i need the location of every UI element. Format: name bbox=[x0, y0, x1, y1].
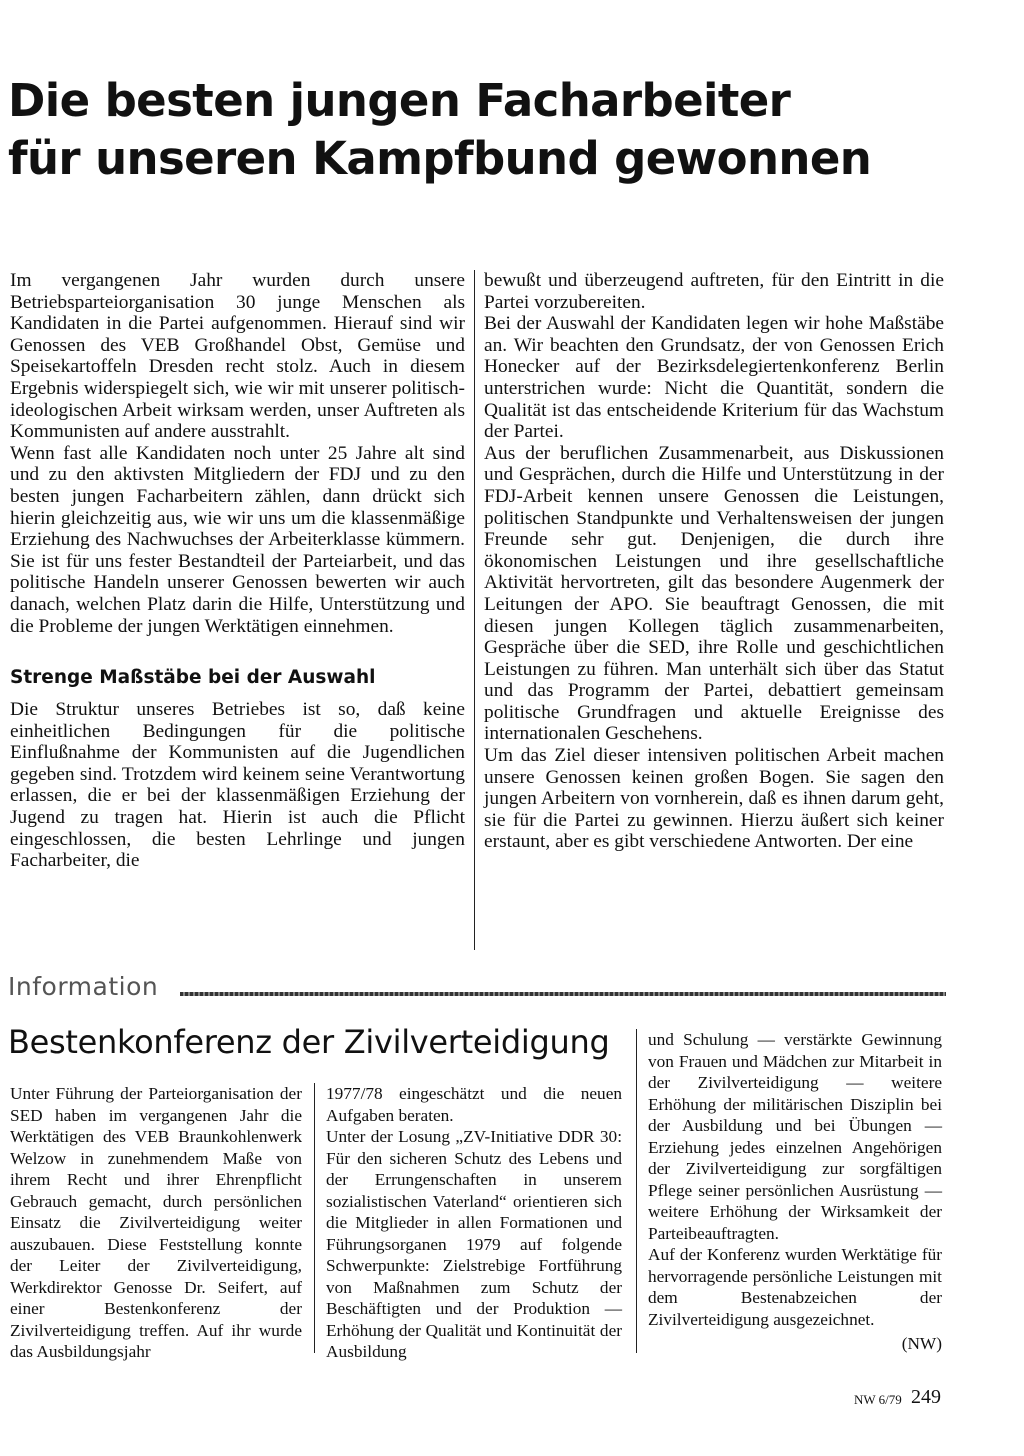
article-paragraph: Die Struktur unseres Betriebes ist so, daß keine einheitlichen Bedingungen für die politische Einflußnahme der Kommunisten auf die Jugendlichen gegeben sind. Trotzdem wird keinem seine Verantwortung erlassen, die er bei der klassenmäßigen Erziehung der Jugend zu tragen hat. Hierin ist auch die Pflicht eingeschlossen, die besten Lehrlinge und jungen Facharbeiter, die bbox=[10, 699, 465, 872]
article-paragraph: Um das Ziel dieser intensiven politischen Arbeit machen unsere Genossen keinen großen Bogen. Sie sagen den jungen Arbeitern von vornherein, daß es ihnen darum geht, sie für die Partei zu gewinnen. Hierzu äußert sich keiner erstaunt, aber es gibt verschiedene Antworten. Der eine bbox=[484, 745, 944, 853]
information-paragraph: Auf der Konferenz wurden Werktätige für hervorragende persönliche Leistungen mit dem Bestenabzeichen der Zivilverteidigung ausgezeichnet. bbox=[648, 1245, 942, 1329]
article-title-line-1: Die besten jungen Facharbeiter bbox=[8, 74, 791, 127]
information-header-bar bbox=[8, 970, 946, 1004]
article-title-line-2: für unseren Kampfbund gewonnen bbox=[8, 132, 872, 185]
information-column-2 bbox=[326, 1083, 622, 1363]
information-paragraph: 1977/78 eingeschätzt und die neuen Aufgaben beraten. bbox=[326, 1084, 622, 1125]
article-paragraph: Im vergangenen Jahr wurden durch unsere Betriebsparteiorganisation 30 junge Menschen als Kandidaten in die Partei aufgenommen. Hierauf sind wir Genossen des VEB Großhandel Obst, Gemüse und Speisekartoffeln Dresden recht stolz. Auch in diesem Ergebnis widerspiegelt sich, wie wir mit unserer politisch-ideologischen Arbeit wirksam werden, unser Auftreten als Kommunisten auf andere ausstrahlt. bbox=[10, 270, 465, 443]
journal-reference: NW 6/79 bbox=[854, 1392, 902, 1407]
article-paragraph: Aus der beruflichen Zusammenarbeit, aus Diskussionen und Gesprächen, durch die Hilfe und Unterstützung in der FDJ-Arbeit kennen unsere Genossen die Leistungen, politischen Standpunkte und Verhaltensweisen der jungen Freunde sehr gut. Denjenigen, die durch ihre ökonomischen Leistungen und ihre gesellschaftliche Aktivität hervortreten, gilt das besondere Augenmerk der Leitungen der APO. Sie beauftragt Genossen, die mit diesen jungen Kollegen täglich zusammenarbeiten, Gespräche über die SED, ihre Rolle und geschichtlichen Leistungen zu führen. Man unterhält sich über das Statut und das Programm der Partei, debattiert gemeinsam politische Grundfragen und aktuelle Ereignisse des internationalen Geschehens. bbox=[484, 442, 944, 745]
information-label: Information bbox=[8, 972, 159, 1001]
author-signature: (NW) bbox=[901, 1334, 942, 1353]
information-rule bbox=[180, 992, 946, 996]
information-paragraph: und Schulung — verstärkte Gewinnung von Frauen und Mädchen zur Mitarbeit in der Zivilverteidigung — weitere Erhöhung der militärischen Disziplin bei der Ausbildung und bei Übungen — Erziehung jedes einzelnen Angehörigen der Zivilverteidigung zur sorgfältigen Pflege seiner persönlichen Ausrüstung — weitere Erhöhung der Wirksamkeit der Parteibeauftragten. bbox=[648, 1030, 942, 1243]
article-subheading: Strenge Maßstäbe bei der Auswahl bbox=[10, 667, 376, 689]
article-column-right bbox=[484, 270, 944, 853]
page-number: 249 bbox=[911, 1386, 941, 1408]
column-divider bbox=[314, 1083, 315, 1353]
article-paragraph: Bei der Auswahl der Kandidaten legen wir hohe Maßstäbe an. Wir beachten den Grundsatz, der von Genossen Erich Honecker auf der Bezirksdelegiertenkonferenz Berlin unterstrichen wurde: Nicht die Quantität, sondern die Qualität ist das entscheidende Kriterium für das Wachstum der Partei. bbox=[484, 313, 944, 443]
information-title: Bestenkonferenz der Zivilverteidigung bbox=[8, 1023, 610, 1061]
column-divider bbox=[636, 1029, 637, 1353]
article-paragraph: Wenn fast alle Kandidaten noch unter 25 Jahre alt sind und zu den aktivsten Mitgliedern der FDJ und zu den besten jungen Facharbeitern zählen, dann drückt sich hierin gleichzeitig aus, wie wir uns um die klassenmäßige Erziehung des Nachwuchses der Arbeiterklasse kümmern. Sie ist für uns fester Bestandteil der Parteiarbeit, und das politische Handeln unserer Genossen bewerten wir auch danach, welchen Platz darin die Hilfe, Unterstützung und die Probleme der jungen Werktätigen einnehmen. bbox=[10, 442, 465, 637]
information-column-3 bbox=[648, 1029, 942, 1355]
article-title bbox=[8, 72, 1008, 188]
page-footer bbox=[854, 1386, 954, 1416]
information-column-1 bbox=[10, 1083, 302, 1363]
article-paragraph: bewußt und überzeugend auftreten, für den Eintritt in die Partei vorzubereiten. bbox=[484, 270, 944, 313]
information-paragraph: Unter der Losung „ZV-Initiative DDR 30: Für den sicheren Schutz des Lebens und der Errungenschaften in unserem sozialistischen Vaterland“ orientieren sich die Mitglieder in allen Formationen und Führungsorganen 1979 auf folgende Schwerpunkte: Zielstrebige Fortführung von Maßnahmen zum Schutz der Beschäftigten und der Produktion — Erhöhung der Qualität und Kontinuität der Ausbildung bbox=[326, 1127, 622, 1361]
article-column-left bbox=[10, 270, 465, 872]
column-divider bbox=[474, 270, 475, 950]
information-paragraph: Unter Führung der Parteiorganisation der SED haben im vergangenen Jahr die Werktätigen des VEB Braunkohlenwerk Welzow in zunehmendem Maße von ihrem Recht und ihrer Ehrenpflicht Gebrauch gemacht, durch persönlichen Einsatz die Zivilverteidigung weiter auszubauen. Diese Feststellung konnte der Leiter der Zivilverteidigung, Werkdirektor Genosse Dr. Seifert, auf einer Bestenkonferenz der Zivilverteidigung treffen. Auf ihr wurde das Ausbildungsjahr bbox=[10, 1084, 302, 1361]
